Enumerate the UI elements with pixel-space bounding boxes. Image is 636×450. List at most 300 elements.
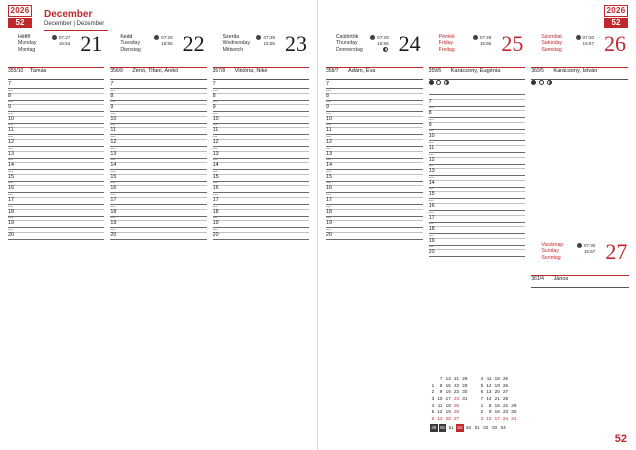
mini-cal-cell: 28 [462,376,468,382]
day-name-de: Freitag [438,46,455,53]
half-hour-mark: — [212,157,218,164]
half-hour-mark: — [428,197,434,204]
day-column-sunday[interactable] [531,239,629,288]
sunset-time: 15:55 [263,41,275,46]
half-hour-mark: — [8,99,13,106]
mini-cal-cell: 31 [511,415,517,421]
mini-cal-cell: 10 [437,396,443,402]
day-column-tuesday[interactable] [110,31,206,243]
mini-cal-cell: 19 [445,409,451,415]
half-hour-mark: — [326,122,331,129]
day-name-de: Mittwoch [222,46,244,53]
hour-grid[interactable] [213,81,309,243]
mini-cal-cell: 29 [462,382,468,388]
mini-cal-cell: 6 [431,415,435,421]
hour-label: 17 [326,196,332,203]
mini-cal-cell [461,403,469,410]
half-hour-mark: — [428,139,434,146]
week-number-left: 52 [8,18,32,28]
hour-label: 11 [428,144,435,151]
half-hour-mark: — [212,215,218,222]
day-name-en: Thursday [336,40,358,47]
hour-label: 19 [212,220,219,227]
half-hour-mark: — [212,87,218,94]
mini-cal-row [430,409,518,416]
sunrise-time: 07:27 [58,35,71,40]
half-hour-mark: — [326,99,331,106]
mini-cal-row [430,416,518,423]
half-hour-mark: — [8,110,13,117]
half-hour-mark: — [8,157,13,164]
mini-cal-cell: 12 [486,382,492,388]
mini-cal-cell: 13 [437,415,443,421]
day-columns-right [326,31,628,282]
half-hour-mark: — [428,128,434,135]
sunrise-icon [473,35,478,40]
day-column-monday[interactable] [8,31,104,243]
half-hour-mark: — [110,191,116,198]
mini-cal-cell: 5 [431,409,435,415]
hour-label: 15 [428,191,435,198]
mini-cal-row [430,376,518,383]
mini-cal-spacer [469,403,479,410]
hour-label: 19 [110,220,117,227]
half-hour-mark: — [428,186,434,193]
half-hour-mark: — [212,145,218,152]
mini-cal-cell: 16 [494,409,500,415]
name-day: Viktória, Niké [234,68,268,74]
week-number-strip[interactable] [430,424,580,432]
hour-label: 14 [212,162,219,169]
sunset-time: 15:54 [58,41,71,46]
mini-cal-cell: 2 [480,409,484,415]
day-name-hu: Kedd [120,34,133,40]
half-hour-mark: — [326,145,331,152]
day-name-en: Friday [438,40,454,47]
half-hour-mark: — [8,215,13,222]
mini-cal-cell: 19 [494,382,500,388]
mini-cal-cell: 21 [453,376,460,382]
mini-cal-cell [461,416,469,423]
week-chip[interactable]: 49 [430,424,438,432]
day-names [541,242,563,261]
day-column-saturday-sunday[interactable] [531,31,628,282]
sunrise-icon [52,35,57,40]
day-column-friday[interactable] [428,31,526,261]
day-columns-left [8,31,309,243]
half-hour-mark: — [110,226,116,233]
half-hour-mark: — [326,110,331,117]
mini-calendar[interactable] [430,376,580,432]
day-name-en: Wednesday [222,40,250,47]
sun-times [370,35,389,53]
mini-cal-cell: 20 [445,415,451,421]
half-hour-mark: — [428,174,434,181]
mini-cal-cell: 20 [494,389,500,395]
day-info-row [531,276,629,288]
mini-cal-spacer [469,383,479,390]
day-info-row [213,68,309,80]
hour-label: 15 [110,173,117,180]
sunrise-time: 07:28 [161,35,173,40]
day-number: 22 [182,31,205,56]
mini-cal-cell: 12 [437,409,443,415]
hour-label: 14 [326,162,332,169]
mini-cal-cell: 28 [502,396,509,402]
hour-label: 19 [8,220,14,227]
half-hour-mark: — [428,232,434,239]
sunrise-icon [576,35,581,40]
half-hour-mark: — [110,145,116,152]
mini-cal-cell: 18 [445,402,451,408]
sunrise-time: 07:30 [583,243,596,248]
mini-cal-cell: 3 [431,396,435,402]
mini-cal-cell: 9 [439,389,443,395]
mini-cal-cell: 6 [480,389,484,395]
half-hour-mark: — [326,215,331,222]
sunrise-icon [370,35,375,40]
day-info-row [429,68,526,80]
mini-cal-cell: 2 [431,389,435,395]
hour-label: 12 [8,138,14,145]
day-of-year: 356/9 [110,68,123,74]
hour-label: 17 [110,196,117,203]
mini-cal-spacer [469,389,479,396]
mini-cal-cell: 10 [486,415,492,421]
mini-cal-cell: 11 [486,376,492,382]
full-moon-icon [436,80,441,85]
mini-cal-cell: 7 [480,396,484,402]
day-names [223,34,250,53]
mini-cal-cell: 1 [431,382,435,388]
sunset-time: 15:57 [583,249,596,254]
first-quarter-moon-icon [383,47,388,52]
hour-label: 11 [326,127,332,134]
half-hour-mark: — [8,226,13,233]
half-hour-mark: — [428,209,434,216]
day-names [439,34,455,53]
week-chip[interactable]: 04 [500,424,506,430]
hour-label: 16 [212,185,219,192]
sun-times [256,35,275,47]
sunrise-icon [577,243,582,248]
half-hour-mark: — [110,87,116,94]
day-name-de: Dienstag [120,46,141,53]
half-hour-mark: — [212,110,218,117]
hour-label: 18 [212,208,219,215]
hour-label: 7 [428,98,432,105]
hour-label: 13 [8,150,14,157]
hour-label: 9 [326,104,329,111]
half-hour-mark: — [428,221,434,228]
hour-label: 20 [212,231,219,238]
mini-cal-cell: 15 [445,382,451,388]
hour-label: 13 [212,150,219,157]
hour-label: 8 [8,92,11,99]
sunrise-icon [256,35,261,40]
half-hour-mark: — [326,157,331,164]
hour-grid[interactable] [326,81,423,243]
hour-label: 11 [8,127,14,134]
day-name-hu: Hétfő [18,34,31,40]
half-hour-mark: — [212,226,218,233]
day-name-hu: Péntek [438,34,455,40]
hour-label: 7 [110,81,114,87]
mini-cal-cell: 8 [488,402,492,408]
day-number: 21 [80,31,103,56]
mini-cal-cell: 4 [431,402,435,408]
half-hour-mark: — [8,122,13,129]
day-names [120,34,140,53]
half-hour-mark: — [212,191,218,198]
day-header [429,31,526,68]
mini-cal-cell: 8 [439,382,443,388]
half-hour-mark: — [212,133,218,140]
day-number: 25 [501,31,524,56]
mini-cal-cell: 17 [494,415,500,421]
day-column-wednesday[interactable] [212,31,309,243]
hour-label: 8 [326,92,329,99]
hour-label: 17 [212,196,219,203]
half-hour-mark: — [8,145,13,152]
hour-label: 7 [326,81,329,87]
half-hour-mark: — [110,99,116,106]
mini-cal-row [430,389,518,396]
hour-label: 17 [8,196,14,203]
mini-cal-cell: 23 [453,389,460,395]
day-of-year: 360/5 [531,68,544,74]
hour-label: 14 [8,162,14,169]
mini-cal-cell: 31 [462,396,468,402]
hour-label: 16 [326,185,332,192]
hour-label: 12 [212,138,219,145]
mini-cal-cell: 7 [439,376,443,382]
sunrise-time: 07:29 [377,35,389,40]
hour-grid[interactable] [110,81,206,243]
hour-label: 16 [110,185,117,192]
mini-cal-cell: 30 [462,389,468,395]
half-hour-mark: — [110,122,116,129]
day-of-year: 358/7 [326,68,339,74]
half-hour-mark: — [8,87,13,94]
day-name-hu: Szombat [541,34,562,40]
half-hour-mark: — [8,203,13,210]
hour-label: 16 [8,185,14,192]
hour-label: 10 [110,115,117,122]
day-name-de: Donnerstag [336,46,363,53]
mini-cal-spacer [469,416,479,423]
mini-cal-cell: 30 [511,409,517,415]
hour-label: 9 [212,104,216,111]
mini-cal-cell: 29 [511,402,517,408]
month-subtitle: December | Dezember [44,20,108,31]
day-name-de: Sonntag [541,254,561,261]
sun-times [154,35,173,47]
hour-label: 13 [110,150,117,157]
half-hour-mark: — [110,180,116,187]
hour-label: 9 [428,121,432,128]
year-week-badge-right [604,5,628,28]
hour-label: 15 [212,173,219,180]
day-number: 26 [604,31,627,56]
day-info-row [531,68,628,80]
mini-cal-cell: 16 [445,389,451,395]
year-label-right: 2026 [604,5,628,17]
day-header [110,31,206,68]
hour-label: 11 [212,127,219,134]
half-hour-mark: — [110,215,116,222]
half-hour-mark: — [110,133,116,140]
half-hour-mark: — [212,99,218,106]
mini-cal-cell: 15 [494,402,500,408]
name-day: Karácsony, Eugénia [450,68,501,74]
hour-label: 7 [212,81,216,87]
mini-cal-spacer [469,396,479,403]
day-name-hu: Szerda [222,34,240,40]
day-header [213,31,309,68]
day-header [8,31,104,68]
day-name-en: Sunday [541,248,559,255]
day-name-en: Saturday [541,40,563,47]
hour-label: 18 [428,226,435,233]
half-hour-mark: — [326,133,331,140]
day-info-row [110,68,206,80]
half-moon-icon [444,80,449,85]
hour-label: 10 [326,115,332,122]
half-hour-mark: — [110,168,116,175]
half-hour-mark: — [326,168,331,175]
day-info-row [8,68,104,80]
hour-label: 10 [8,115,14,122]
day-of-year: 355/10 [8,68,24,74]
full-moon-icon [539,80,544,85]
hour-label: 18 [326,208,332,215]
mini-cal-cell: 11 [437,402,443,408]
week-number-right: 52 [604,18,628,28]
sun-times [52,35,71,47]
half-hour-mark: — [428,151,434,158]
week-chip-current[interactable]: 52 [456,424,464,432]
half-hour-mark: — [428,163,434,170]
mini-cal-cell: 13 [486,389,492,395]
half-hour-mark: — [8,168,13,175]
hour-label: 14 [110,162,117,169]
day-header [531,239,629,276]
sun-times [577,243,596,255]
name-day: Tamás [30,68,47,74]
hour-label: 9 [8,104,11,111]
hour-label: 20 [110,231,117,238]
hour-label: 19 [326,220,332,227]
name-day: Ádám, Éva [348,68,376,74]
hour-grid[interactable] [8,81,104,243]
mini-cal-cell: 27 [502,389,509,395]
half-hour-mark: — [212,168,218,175]
sun-times [473,35,492,47]
week-chip[interactable]: 50 [439,424,447,432]
mini-cal-cell: 21 [494,396,500,402]
half-hour-mark: — [8,133,13,140]
day-of-year: 361/4 [531,276,544,282]
half-hour-mark: — [212,122,218,129]
week-chip[interactable]: 53 [466,424,471,430]
hour-grid[interactable] [429,87,526,261]
mini-cal-cell: 3 [480,415,484,421]
sunrise-icon [154,35,159,40]
day-names [541,34,562,53]
half-hour-mark: — [428,105,434,112]
day-names [18,34,36,53]
moon-phase-row [429,80,526,86]
hour-label: 13 [428,168,435,175]
day-name-de: Samstag [541,46,562,53]
week-chip[interactable]: 51 [448,424,454,430]
half-hour-mark: — [110,110,116,117]
hour-label: 9 [110,104,114,111]
day-of-year: 357/8 [212,68,226,74]
hour-label: 8 [212,92,216,99]
new-moon-icon [531,80,536,85]
day-number: 23 [284,31,307,56]
half-hour-mark: — [326,226,331,233]
mini-cal-cell: 9 [488,409,492,415]
hour-label: 18 [110,208,117,215]
right-page [318,0,636,450]
day-name-de: Montag [18,46,36,53]
month-title: December [44,9,93,20]
sunrise-time: 07:29 [479,35,492,40]
name-day: János [553,276,569,282]
day-of-year: 359/6 [428,68,442,74]
hour-label: 13 [326,150,332,157]
day-column-thursday[interactable] [326,31,423,261]
hour-label: 17 [428,214,435,221]
half-hour-mark: — [428,116,434,123]
day-number: 24 [398,31,421,56]
week-chip[interactable]: 01 [474,424,480,430]
mini-cal-cell: 25 [453,402,460,408]
mini-cal-cell: 4 [480,376,484,382]
hour-label: 14 [428,179,435,186]
day-name-en: Tuesday [120,40,141,47]
hour-label: 12 [110,138,117,145]
mini-cal-cell: 27 [453,415,460,421]
mini-cal-row [430,403,518,410]
day-name-hu: Vasárnap [541,242,564,248]
week-chip[interactable]: 03 [492,424,497,430]
mini-cal-spacer [469,409,479,416]
day-number: 27 [605,239,628,264]
hour-label: 10 [212,115,219,122]
half-hour-mark: — [326,203,331,210]
half-hour-mark: — [428,244,434,251]
mini-cal-cell: 23 [502,409,509,415]
name-day: Zénó, Tifani, Anikó [132,68,179,74]
mini-cal-row [430,383,518,390]
half-hour-mark: — [8,191,13,198]
sun-times [576,35,595,47]
hour-label: 15 [326,173,332,180]
mini-cal-cell: 18 [494,376,500,382]
mini-cal-cell: 22 [453,382,460,388]
week-chip[interactable]: 02 [483,424,489,430]
mini-cal-row [430,396,518,403]
half-hour-mark: — [110,203,116,210]
day-names [336,34,363,53]
hour-label: 12 [428,156,435,163]
year-label-left: 2026 [8,5,32,17]
sunrise-time: 07:30 [582,35,595,40]
